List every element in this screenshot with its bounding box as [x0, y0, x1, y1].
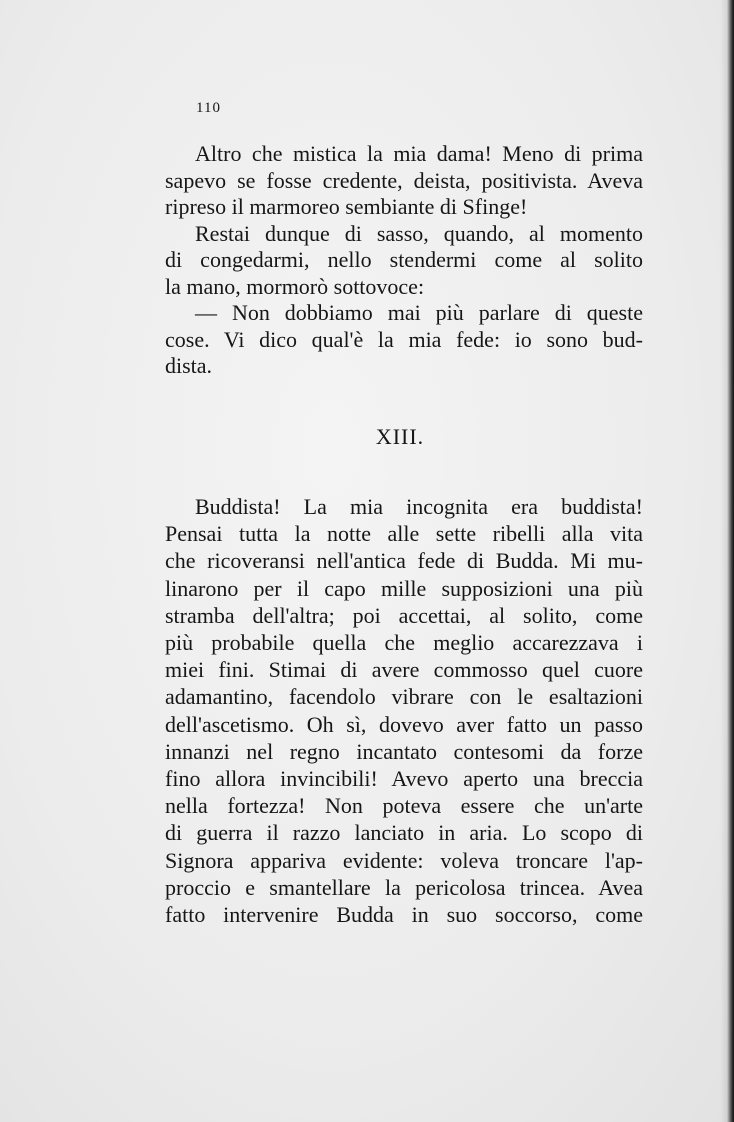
text-line: proccio e smantellare la pericolosa trincea. Avea [165, 874, 643, 900]
text-line: nella fortezza! Non poteva essere che un'arte [165, 793, 643, 819]
text-line: stramba dell'altra; poi accettai, al solito, come [165, 602, 643, 628]
text-line: dell'ascetismo. Oh sì, dovevo aver fatto un passo [165, 711, 643, 737]
text-line: Buddista! La mia incognita era buddista! [195, 494, 643, 519]
paragraph [165, 300, 643, 380]
page-number: 110 [196, 100, 221, 116]
text-line: sapevo se fosse credente, deista, positivista. Aveva [165, 167, 643, 193]
text-line: ripreso il marmoreo sembiante di Sfinge! [165, 194, 528, 219]
text-line: fino allora invincibili! Avevo aperto una breccia [165, 766, 643, 792]
text-line: la mano, mormorò sottovoce: [165, 273, 425, 299]
text-line: cose. Vi dico qual'è la mia fede: io sono bud- [165, 326, 643, 352]
page-edge-shadow [720, 0, 734, 1122]
text-line: adamantino, facendolo vibrare con le esaltazioni [165, 684, 643, 710]
text-block-before-heading [165, 141, 643, 380]
paragraph [165, 493, 643, 928]
text-line: fatto intervenire Budda in suo soccorso, come [165, 902, 643, 928]
section-heading: XIII. [375, 424, 425, 449]
text-line: Pensai tutta la notte alle sette ribelli alla vita [165, 521, 643, 547]
text-line: linarono per il capo mille supposizioni una più [165, 575, 643, 601]
text-line: di guerra il razzo lanciato in aria. Lo scopo di [165, 820, 643, 846]
text-line: che ricoveransi nell'antica fede di Budda. Mi mu- [165, 548, 643, 574]
text-line: dista. [165, 353, 213, 378]
text-line: di congedarmi, nello stendermi come al solito [165, 247, 643, 272]
text-line: Restai dunque di sasso, quando, al momento [195, 220, 643, 246]
text-line: miei fini. Stimai di avere commosso quel cuore [165, 657, 643, 683]
text-line: Signora appariva evidente: voleva troncare l'ap- [165, 847, 643, 873]
text-line: — Non dobbiamo mai più parlare di queste [195, 300, 643, 325]
paragraph [165, 141, 643, 221]
text-block-after-heading [165, 493, 643, 928]
paragraph [165, 221, 643, 301]
text-line: innanzi nel regno incantato contesomi da forze [165, 738, 643, 764]
text-line: più probabile quella che meglio accarezzava i [165, 630, 643, 656]
text-line: Altro che mistica la mia dama! Meno di prima [195, 141, 643, 166]
